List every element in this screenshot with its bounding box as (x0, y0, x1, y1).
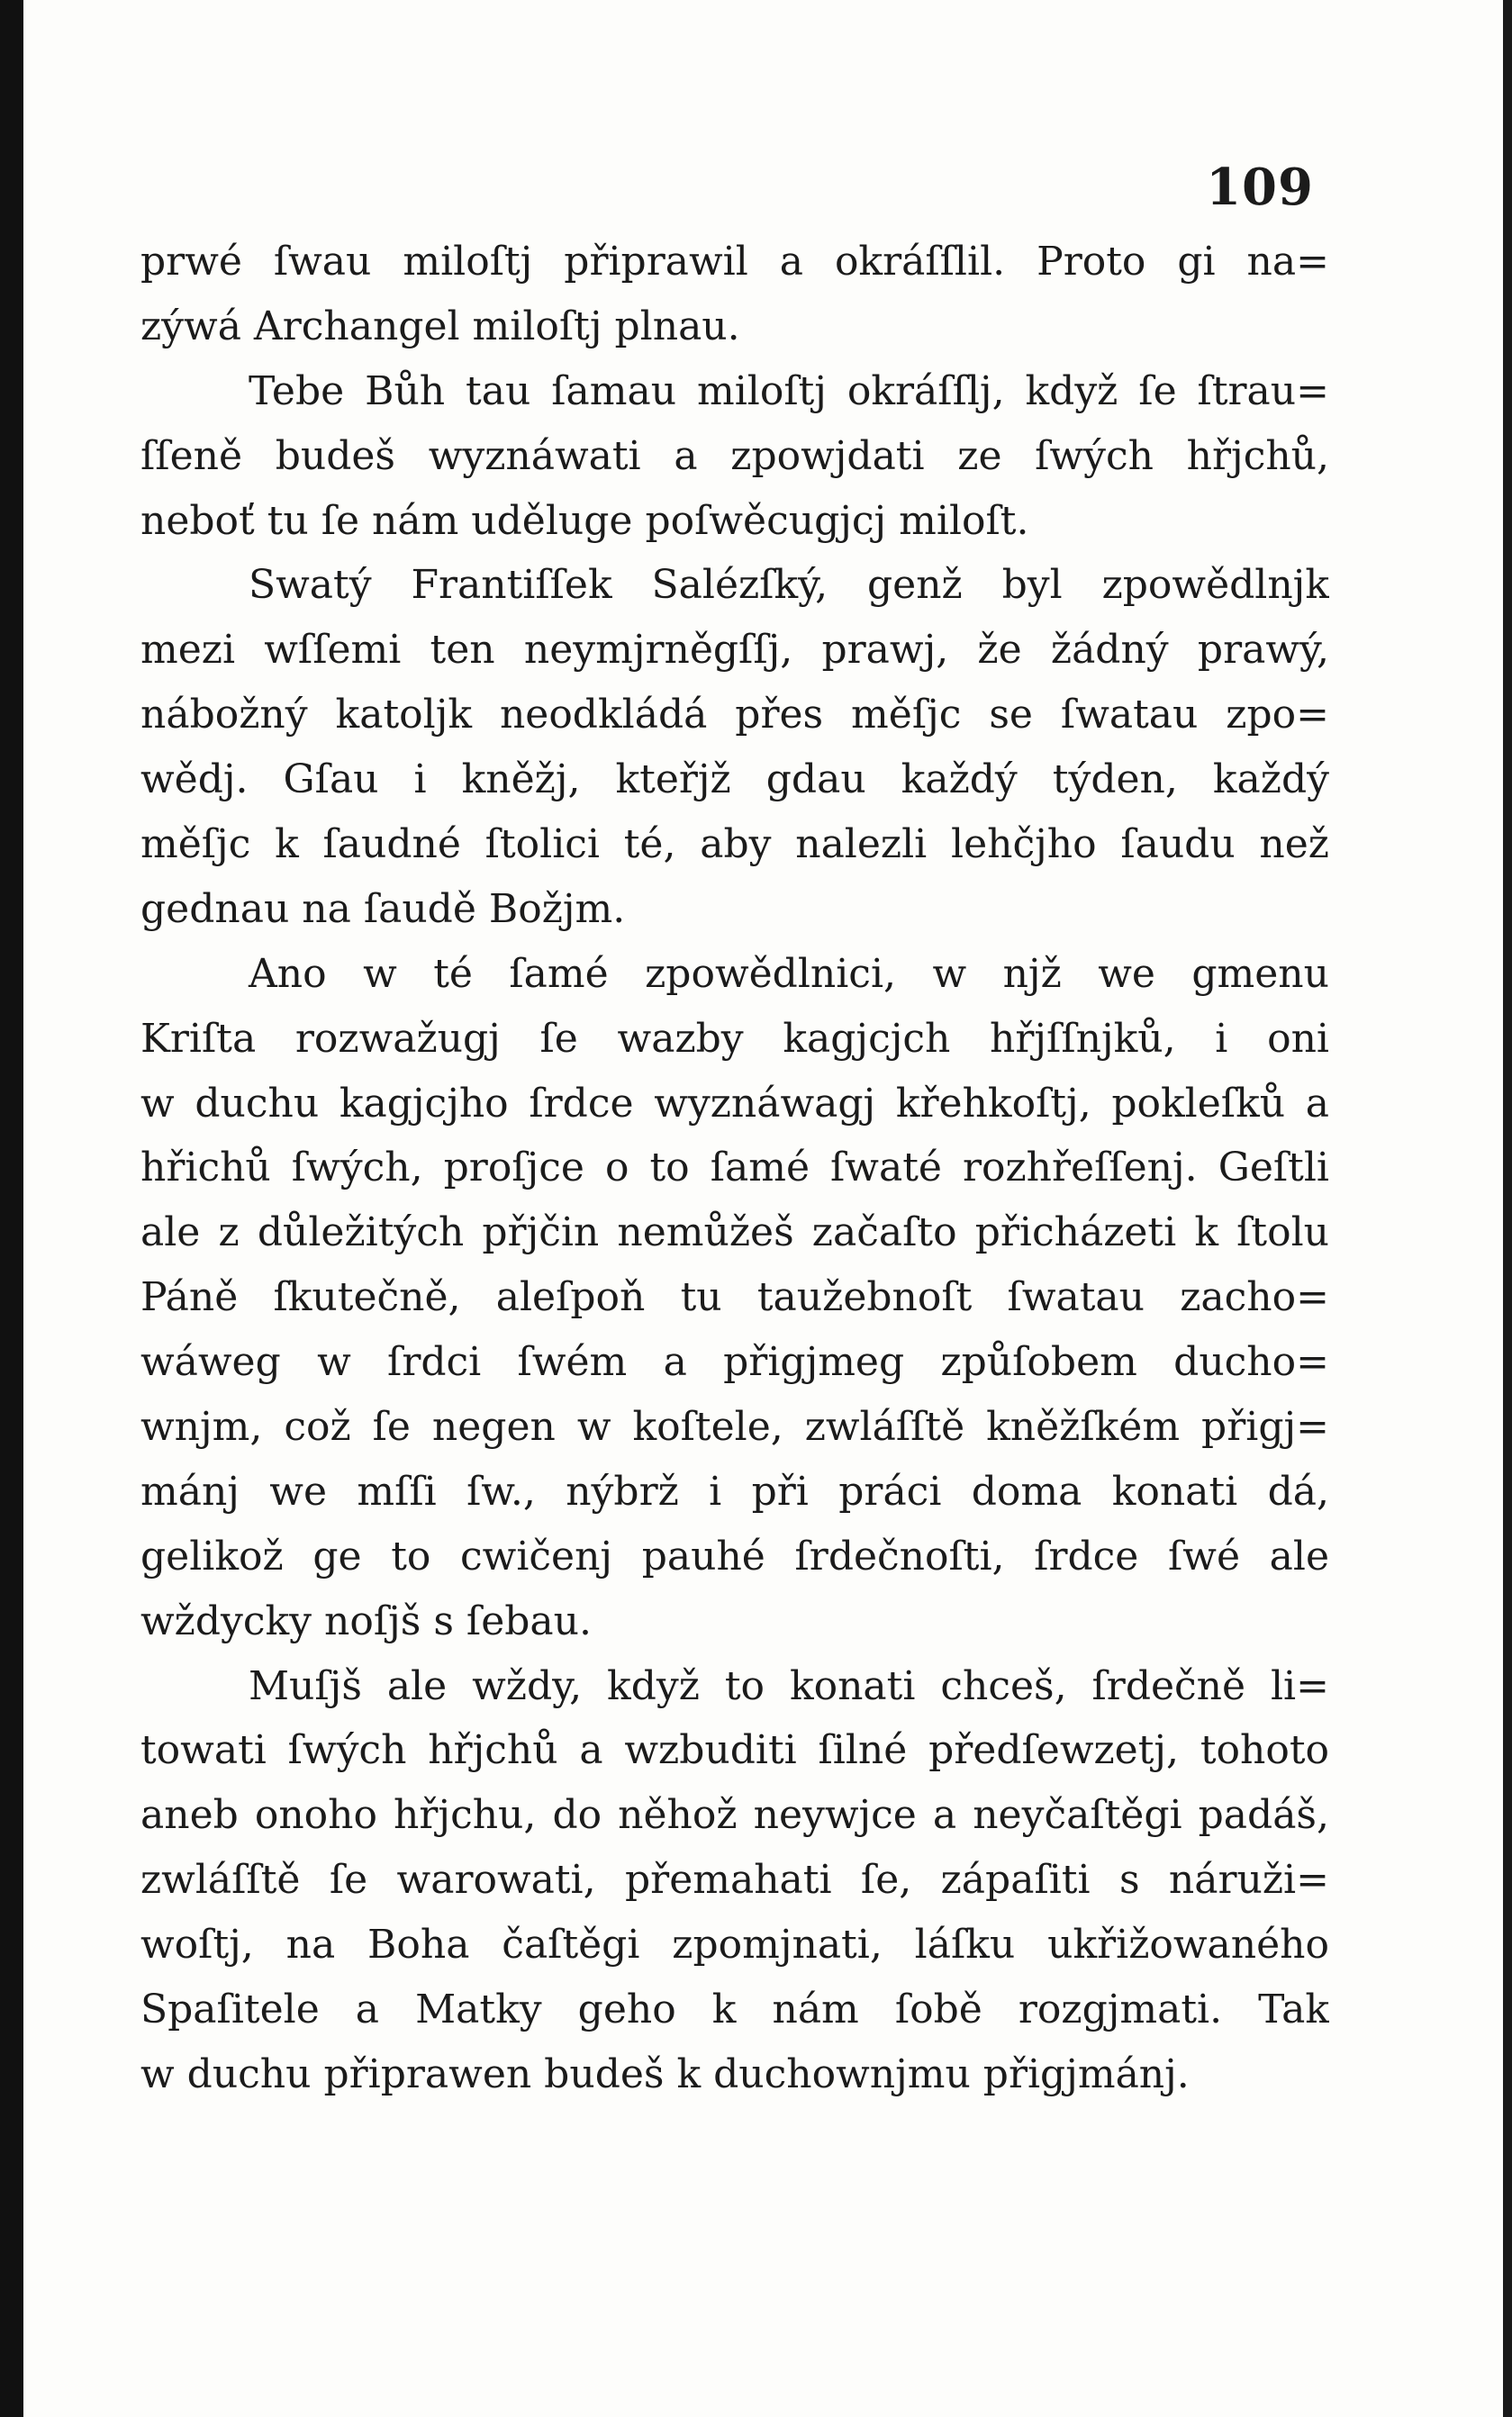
text-line: zýwá Archangel miloſtj plnau. (140, 303, 740, 349)
scan-edge-right (1503, 0, 1512, 2417)
text-line: Páně ſkutečně, aleſpoň tu taužebnoſt ſwatau zacho= (140, 1274, 1329, 1321)
text-line: neboť tu ſe nám uděluge poſwěcugjcj miloſt. (140, 497, 1029, 544)
text-line: mezi wſſemi ten neymjrněgſſj, prawj, že žádný prawý, (140, 627, 1329, 674)
paragraph-2 (140, 359, 1329, 554)
paragraph-4 (140, 942, 1329, 1654)
text-line: w duchu připrawen budeš k duchownjmu přigjmánj. (140, 2050, 1190, 2097)
text-line: aneb onoho hřjchu, do něhož neywjce a neyčaſtěgi padáš, (140, 1792, 1329, 1839)
text-line: Spaſitele a Matky geho k nám ſobě rozgjmati. Tak (140, 1987, 1329, 2033)
text-line: wždycky noſjš s ſebau. (140, 1598, 592, 1644)
text-line: Swatý Frantiſſek Salézſký, genž byl zpowědlnjk (249, 562, 1329, 609)
text-line: zwláſſtě ſe warowati, přemahati ſe, zápaſiti s náruži= (140, 1857, 1329, 1904)
body-text (140, 230, 1329, 2107)
text-line: Tebe Bůh tau ſamau miloſtj okráſſlj, když ſe ſtrau= (249, 367, 1329, 414)
text-line: woſtj, na Boha čaſtěgi zpomjnati, láſku ukřižowaného (140, 1922, 1329, 1969)
text-line: wědj. Gſau i kněžj, kteřjž gdau každý týden, každý (140, 756, 1329, 803)
text-line: wnjm, což ſe negen w koſtele, zwláſſtě kněžſkém přigj= (140, 1404, 1329, 1451)
book-page (23, 0, 1503, 2417)
text-line: měſjc k ſaudné ſtolici té, aby nalezli lehčjho ſaudu než (140, 821, 1329, 868)
text-line: ale z důležitých přjčin nemůžeš začaſto přicházeti k ſtolu (140, 1209, 1329, 1256)
scan-edge-left (0, 0, 23, 2417)
text-line: wáweg w ſrdci ſwém a přigjmeg způſobem ducho= (140, 1339, 1329, 1386)
text-line: ſſeně budeš wyznáwati a zpowjdati ze ſwých hřjchů, (140, 432, 1329, 479)
text-line: Ano w té ſamé zpowědlnici, w njž we gmenu (249, 950, 1329, 997)
paragraph-5 (140, 1654, 1329, 2107)
page-number: 109 (1206, 158, 1314, 217)
text-line: towati ſwých hřjchů a wzbuditi ſilné předſewzetj, tohoto (140, 1727, 1329, 1774)
text-line: hřichů ſwých, proſjce o to ſamé ſwaté rozhřeſſenj. Geſtli (140, 1145, 1329, 1191)
text-line: nábožný katoljk neodkládá přes měſjc se ſwatau zpo= (140, 692, 1329, 738)
text-line: gednau na ſaudě Božjm. (140, 885, 626, 932)
text-line: Muſjš ale wždy, když to konati chceš, ſrdečně li= (249, 1662, 1329, 1709)
text-line: w duchu kagjcjho ſrdce wyznáwagj křehkoſtj, pokleſků a (140, 1080, 1329, 1127)
paragraph-1 (140, 230, 1329, 359)
paragraph-3 (140, 553, 1329, 941)
text-line: gelikož ge to cwičenj pauhé ſrdečnoſti, ſrdce ſwé ale (140, 1533, 1329, 1580)
text-line: prwé ſwau miloſtj připrawil a okráſſlil. Proto gi na= (140, 239, 1329, 285)
text-line: mánj we mſſi ſw., nýbrž i při práci doma konati dá, (140, 1468, 1329, 1515)
text-line: Kriſta rozwažugj ſe wazby kagjcjch hřjſſnjků, i oni (140, 1015, 1329, 1062)
